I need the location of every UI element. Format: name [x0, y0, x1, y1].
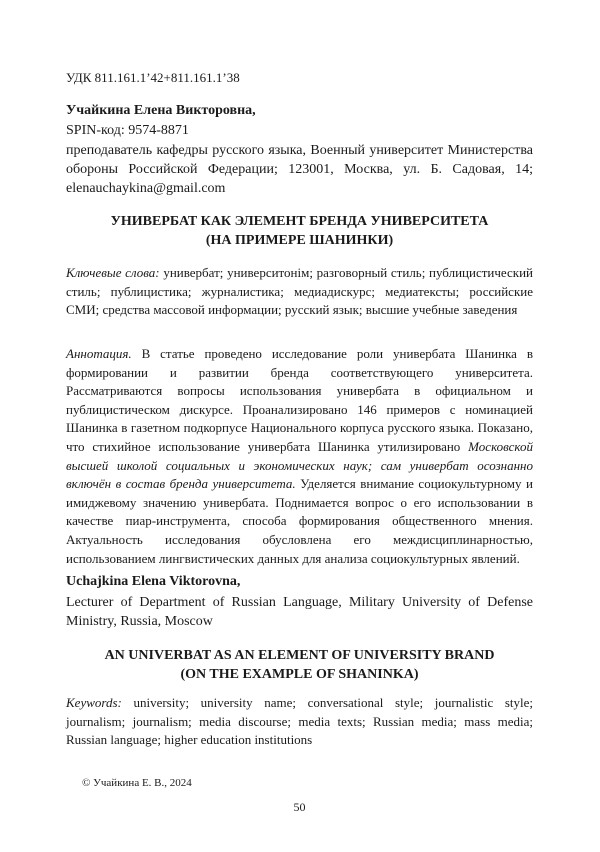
- copyright-note: © Учайкина Е. В., 2024: [82, 777, 192, 789]
- author-affiliation-en: Lecturer of Department of Russian Language, Military University of Defense Ministry, Russia, Moscow: [66, 595, 533, 629]
- annotation-ru-text-1: В статье проведено исследование роли универбата Шанинка в формировании и развитии бренда соответствующего университета. Рассматриваются вопросы использования универбата в официальном и публицистическом дискурсе. Проанализировано 146 примеров с номинацией Шанинка в газетном подкорпусе Национального корпуса русского языка. Показано, что стихийное использование универбата Шанинка утилизировано: [66, 346, 533, 454]
- keywords-ru-label: Ключевые слова:: [66, 265, 160, 280]
- keywords-en-label: Keywords:: [66, 695, 122, 710]
- author-affiliation-ru: преподаватель кафедры русского языка, Военный университет Министерства обороны Российской Федерации; 123001, Москва, ул. Б. Садовая, 14; elenauchaykina@gmail.com: [66, 143, 533, 196]
- title-en-line-1: AN UNIVERBAT AS AN ELEMENT OF UNIVERSITY BRAND: [104, 648, 495, 663]
- keywords-ru-text: универбат; университонім; разговорный стиль; публицистический стиль; публицистика; журналистика; медиадискурс; медиатексты; российские СМИ; средства массовой информации; русский язык; высшие учебные заведения: [66, 265, 533, 318]
- author-name-en: Uchajkina Elena Viktorovna,: [66, 574, 241, 589]
- spin-code: SPIN-код: 9574-8871: [66, 123, 189, 138]
- article-title-en: [66, 646, 533, 684]
- annotation-ru-text-2: Уделяется внимание социокультурному и имиджевому значению универбата. Поднимается вопрос о его использовании в качестве пиар-инструмента, способа формирования общественного мнения. Актуальность исследования обусловлена его междисциплинарностью, использованием лингвистических данных для анализа социокультурных явлений.: [66, 476, 534, 566]
- annotation-ru-italic: Московской высшей школой социальных и экономических наук; сам универбат осознанно включён в состав бренда университета.: [66, 438, 533, 492]
- page-number: 50: [293, 800, 306, 814]
- udk-code: УДК 811.161.1’42+811.161.1’38: [66, 70, 240, 85]
- annotation-ru: [66, 345, 533, 568]
- author-name-ru: Учайкина Елена Викторовна,: [66, 103, 256, 118]
- title-ru-line-2: (НА ПРИМЕРЕ ШАНИНКИ): [205, 233, 394, 248]
- title-en-line-2: (ON THE EXAMPLE OF SHANINKA): [180, 667, 419, 682]
- keywords-en: [66, 694, 533, 750]
- keywords-ru: [66, 264, 533, 320]
- title-ru-line-1: УНИВЕРБАТ КАК ЭЛЕМЕНТ БРЕНДА УНИВЕРСИТЕТА: [110, 214, 489, 229]
- article-title-ru: [66, 212, 533, 250]
- annotation-ru-label: Аннотация.: [66, 346, 132, 361]
- keywords-en-text: university; university name; conversational style; journalistic style; journalism; journalism; media discourse; media texts; Russian media; mass media; Russian language; higher education institutions: [66, 695, 533, 748]
